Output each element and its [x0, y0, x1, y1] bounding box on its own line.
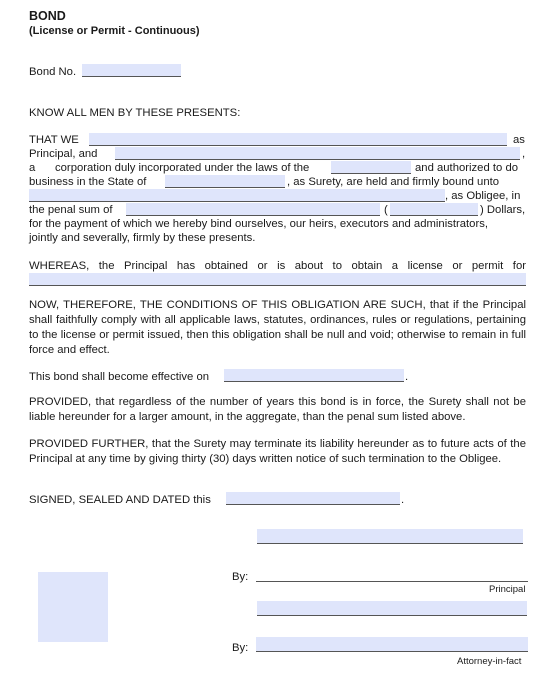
effective-period: . [405, 371, 409, 383]
that-we-label: THAT WE [29, 134, 79, 146]
corporate-seal-box [38, 572, 108, 642]
signed-date-field[interactable] [226, 492, 400, 505]
authorized-text: and authorized to do [415, 162, 519, 174]
effective-date-field[interactable] [224, 369, 404, 382]
conditions-paragraph: NOW, THEREFORE, THE CONDITIONS OF THIS OBLIGATION ARE SUCH, that if the Principal shall faithfully comply with all applicable laws, statutes, ordinances, rules or regulations, pertaining to the license or permit issued, then this obligation shall be null and void; otherwise to remain in full force and effect. [29, 299, 526, 356]
by-label-2: By: [232, 642, 249, 654]
whereas-text: WHEREAS, the Principal has obtained or is about to obtain a license or permit for [29, 260, 526, 272]
signed-label: SIGNED, SEALED AND DATED this [29, 494, 211, 506]
bond-no-label: Bond No. [29, 66, 77, 78]
principal-name-signature-field[interactable] [257, 529, 523, 544]
principal-signer-title-field[interactable] [257, 601, 527, 616]
penal-sum-amount-field[interactable] [390, 203, 478, 216]
provided-further-paragraph: PROVIDED FURTHER, that the Surety may terminate its liability hereunder as to future acts of the Principal at any time by giving thirty (30) days written notice of such termination to the Obligee. [29, 438, 526, 465]
incorporation-state-field[interactable] [331, 161, 411, 174]
signed-period: . [401, 494, 405, 506]
principal-caption: Principal [489, 584, 526, 595]
principal-name-field[interactable] [89, 133, 507, 146]
business-in-label: business in the State of [29, 176, 147, 188]
dollars-text: ) Dollars, [480, 204, 526, 216]
as-label: as [513, 134, 525, 146]
attorney-signature-field[interactable] [256, 637, 528, 652]
a-label: a [29, 162, 36, 174]
surety-name-field[interactable] [115, 147, 520, 160]
attorney-caption: Attorney-in-fact [457, 656, 522, 667]
corp-text: corporation duly incorporated under the laws of the [55, 162, 310, 174]
by-label-1: By: [232, 571, 249, 583]
as-surety-text: , as Surety, are held and firmly bound unto [287, 176, 500, 188]
bond-no-field[interactable] [82, 64, 181, 77]
license-permit-field[interactable] [29, 273, 526, 286]
payment-line-2: jointly and severally, firmly by these presents. [29, 232, 256, 244]
provided-paragraph: PROVIDED, that regardless of the number of years this bond is in force, the Surety shall not be liable hereunder for a larger amount, in the aggregate, than the penal sum listed above. [29, 396, 526, 423]
document-title: BOND [29, 9, 66, 23]
comma-label: , [522, 148, 526, 160]
principal-and-label: Principal, and [29, 148, 98, 160]
principal-signature-line[interactable] [256, 580, 528, 582]
business-state-field[interactable] [165, 175, 285, 188]
know-all-heading: KNOW ALL MEN BY THESE PRESENTS: [29, 107, 241, 119]
document-subtitle: (License or Permit - Continuous) [29, 25, 200, 37]
penal-sum-words-field[interactable] [126, 203, 380, 216]
penal-sum-label: the penal sum of [29, 204, 113, 216]
payment-line-1: for the payment of which we hereby bind ourselves, our heirs, executors and administrators, [29, 218, 489, 230]
open-paren: ( [384, 204, 388, 216]
as-obligee-text: , as Obligee, in [445, 190, 521, 202]
obligee-field[interactable] [29, 189, 445, 202]
effective-label: This bond shall become effective on [29, 371, 210, 383]
